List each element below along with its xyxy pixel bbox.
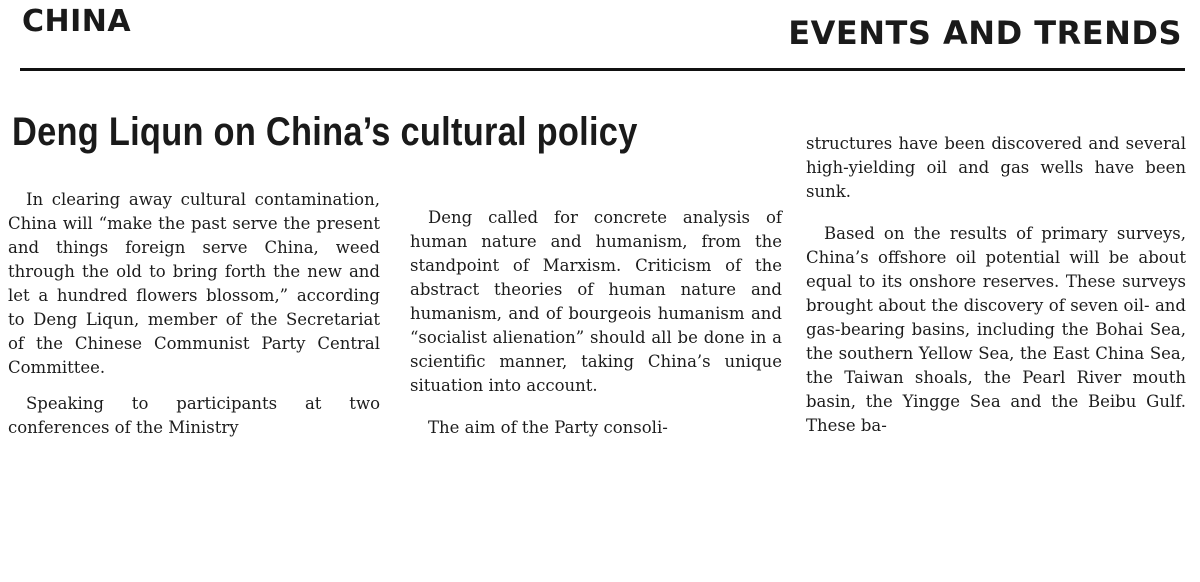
article-column-2 bbox=[410, 206, 782, 458]
header-rule bbox=[20, 68, 1185, 71]
paragraph: structures have been discovered and several high-yielding oil and gas wells have been sunk. bbox=[806, 134, 1186, 201]
section-title: EVENTS AND TRENDS bbox=[788, 14, 1182, 52]
article-column-3 bbox=[806, 132, 1186, 456]
article-headline: Deng Liqun on China’s cultural policy bbox=[12, 110, 638, 154]
paragraph: In clearing away cultural contamination, China will “make the past serve the present and things foreign serve China, weed through the old to bring forth the new and let a hundred flowers blossom,” according to Deng Liqun, member of the Secretariat of the Chinese Communist Party Central Committee. bbox=[8, 190, 380, 377]
paragraph: Speaking to participants at two conferences of the Ministry bbox=[8, 394, 380, 437]
article-column-1 bbox=[8, 188, 380, 452]
paragraph: Deng called for concrete analysis of human nature and humanism, from the standpoint of Marxism. Criticism of the abstract theories of human nature and humanism, and of bourgeois humanism and “socialist alienation” should all be done in a scientific manner, taking China’s unique situation into account. bbox=[410, 208, 782, 395]
paragraph: Based on the results of primary surveys, China’s offshore oil potential will be about equal to its onshore reserves. These surveys brought about the discovery of seven oil- and gas-bearing basins, including the Bohai Sea, the southern Yellow Sea, the East China Sea, the Taiwan shoals, the Pearl River mouth basin, the Yingge Sea and the Beibu Gulf. These ba- bbox=[806, 224, 1186, 435]
paragraph: The aim of the Party consoli- bbox=[428, 418, 668, 437]
section-label: CHINA bbox=[22, 4, 132, 39]
